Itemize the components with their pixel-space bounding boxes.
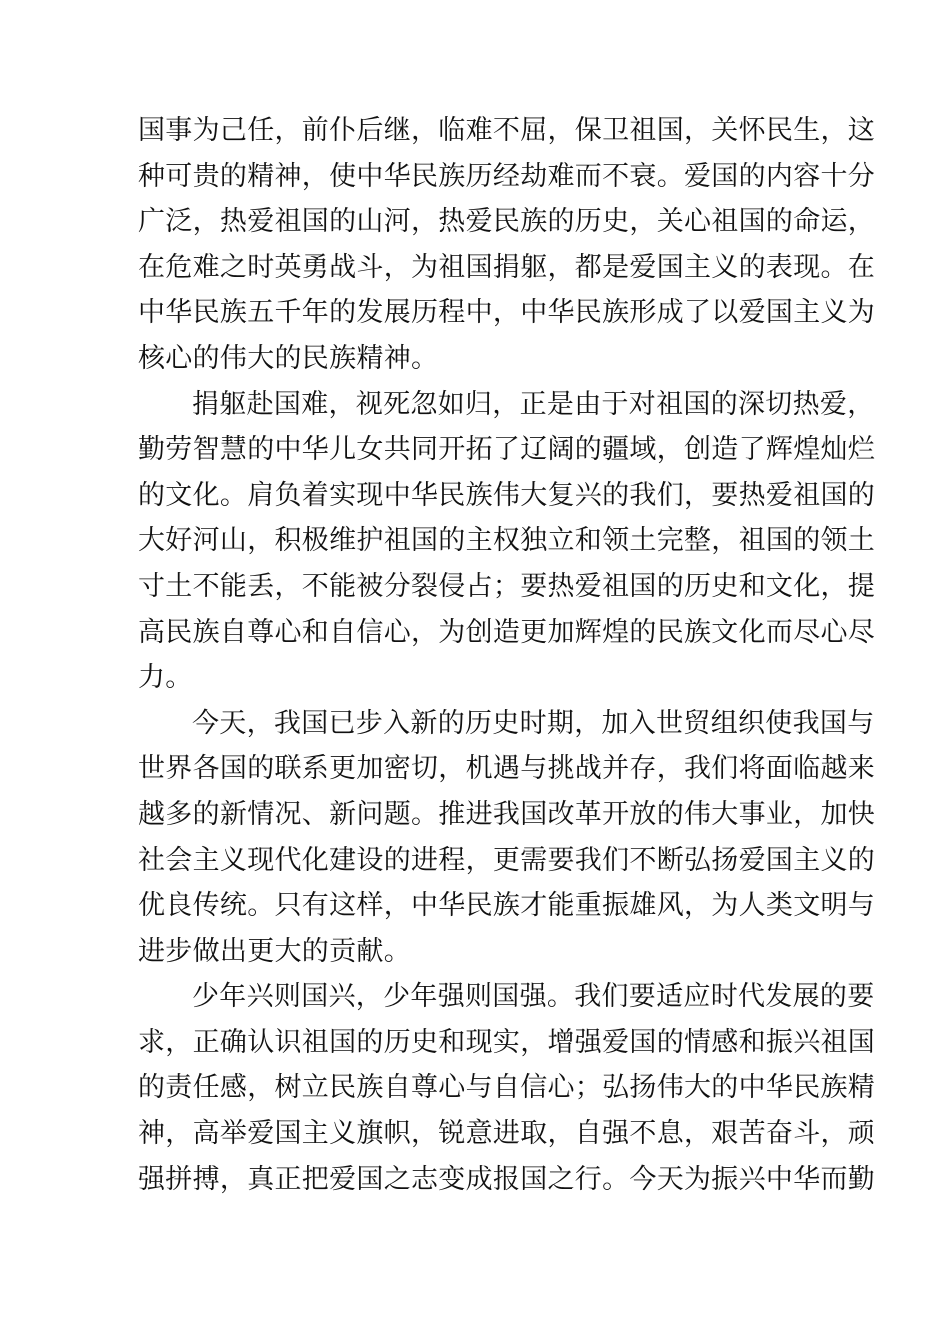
text-line: 寸土不能丢，不能被分裂侵占；要热爱祖国的历史和文化，提	[138, 570, 876, 602]
paragraph-first-line: 捐躯赴国难，视死忽如归，正是由于对祖国的深切热爱，	[192, 388, 875, 420]
text-line: 大好河山，积极维护祖国的主权独立和领土完整，祖国的领土	[138, 525, 876, 557]
text-line: 在危难之时英勇战斗，为祖国捐躯，都是爱国主义的表现。在	[138, 251, 876, 283]
text-line: 广泛，热爱祖国的山河，热爱民族的历史，关心祖国的命运，	[138, 206, 876, 238]
paragraph-first-line: 少年兴则国兴，少年强则国强。我们要适应时代发展的要	[192, 981, 875, 1013]
document-body	[138, 108, 876, 1202]
text-line: 社会主义现代化建设的进程，更需要我们不断弘扬爱国主义的	[138, 844, 876, 876]
text-line: 高民族自尊心和自信心，为创造更加辉煌的民族文化而尽心尽	[138, 616, 876, 648]
text-line: 勤劳智慧的中华儿女共同开拓了辽阔的疆域，创造了辉煌灿烂	[138, 434, 876, 466]
text-line: 求，正确认识祖国的历史和现实，增强爱国的情感和振兴祖国	[138, 1026, 876, 1058]
paragraph-first-line: 今天，我国已步入新的历史时期，加入世贸组织使我国与	[192, 707, 875, 739]
text-line: 神，高举爱国主义旗帜，锐意进取，自强不息，艰苦奋斗，顽	[138, 1118, 876, 1150]
text-line: 强拼搏，真正把爱国之志变成报国之行。今天为振兴中华而勤	[138, 1163, 876, 1195]
text-line: 核心的伟大的民族精神。	[138, 342, 439, 374]
text-line: 越多的新情况、新问题。推进我国改革开放的伟大事业，加快	[138, 798, 876, 830]
text-line: 世界各国的联系更加密切，机遇与挑战并存，我们将面临越来	[138, 753, 876, 785]
text-line: 力。	[138, 662, 193, 694]
text-line: 的责任感，树立民族自尊心与自信心；弘扬伟大的中华民族精	[138, 1072, 876, 1104]
text-line: 优良传统。只有这样，中华民族才能重振雄风，为人类文明与	[138, 890, 876, 922]
text-line: 种可贵的精神，使中华民族历经劫难而不衰。爱国的内容十分	[138, 160, 876, 192]
text-line: 中华民族五千年的发展历程中，中华民族形成了以爱国主义为	[138, 297, 876, 329]
text-line: 国事为己任，前仆后继，临难不屈，保卫祖国，关怀民生，这	[138, 115, 876, 146]
text-line: 进步做出更大的贡献。	[138, 935, 411, 967]
text-line: 的文化。肩负着实现中华民族伟大复兴的我们，要热爱祖国的	[138, 479, 876, 511]
